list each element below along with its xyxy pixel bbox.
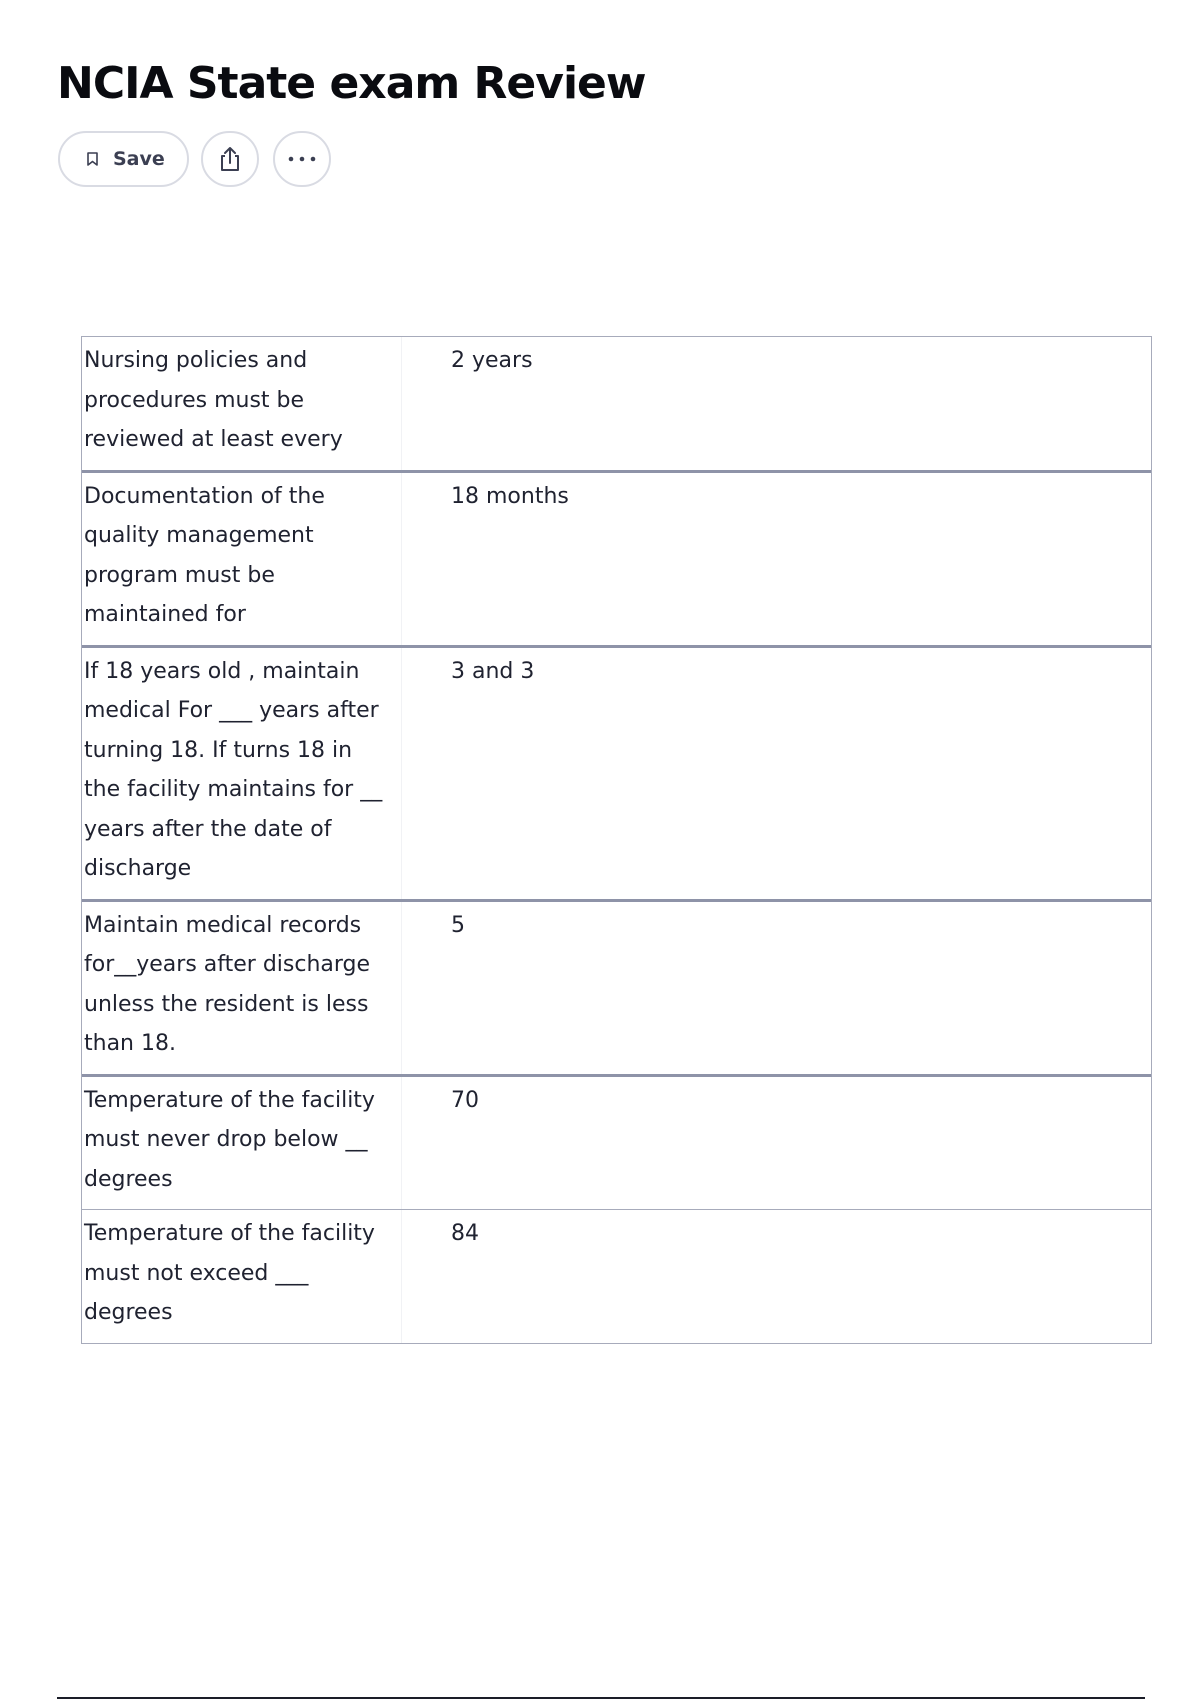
- table-row: [82, 645, 1151, 899]
- share-button[interactable]: [201, 131, 259, 187]
- table-row: [82, 1074, 1151, 1210]
- share-icon: [218, 146, 242, 172]
- card-definition: 70: [451, 1087, 479, 1113]
- card-definition: 2 years: [451, 348, 533, 373]
- card-definition: 84: [451, 1221, 479, 1246]
- save-button[interactable]: [58, 131, 189, 187]
- table-row: [82, 899, 1151, 1074]
- table-row: [82, 1209, 1151, 1343]
- card-term: Documentation of the quality management program must be maintained for: [82, 473, 402, 645]
- card-definition: 18 months: [451, 483, 569, 509]
- more-options-button[interactable]: [273, 131, 331, 187]
- card-term: If 18 years old , maintain medical For ___ years after turning 18. If turns 18 in the facility maintains for __ years after the date of discharge: [82, 648, 402, 899]
- card-definition: 5: [451, 912, 465, 938]
- footer-divider: [57, 1697, 1145, 1699]
- table-row: [82, 337, 1151, 470]
- save-button-label: Save: [113, 148, 165, 170]
- card-term: Maintain medical records for__years after discharge unless the resident is less than 18.: [82, 902, 402, 1074]
- table-row: [82, 470, 1151, 645]
- card-term: Temperature of the facility must never drop below __ degrees: [82, 1077, 402, 1210]
- page-title: NCIA State exam Review: [57, 58, 646, 109]
- card-definition: 3 and 3: [451, 658, 535, 684]
- flashcard-table: [81, 336, 1152, 1344]
- card-term: Nursing policies and procedures must be reviewed at least every: [82, 337, 402, 470]
- bookmark-icon: [87, 152, 98, 166]
- card-term: Temperature of the facility must not exceed ___ degrees: [82, 1210, 402, 1343]
- more-horizontal-icon: [288, 156, 316, 162]
